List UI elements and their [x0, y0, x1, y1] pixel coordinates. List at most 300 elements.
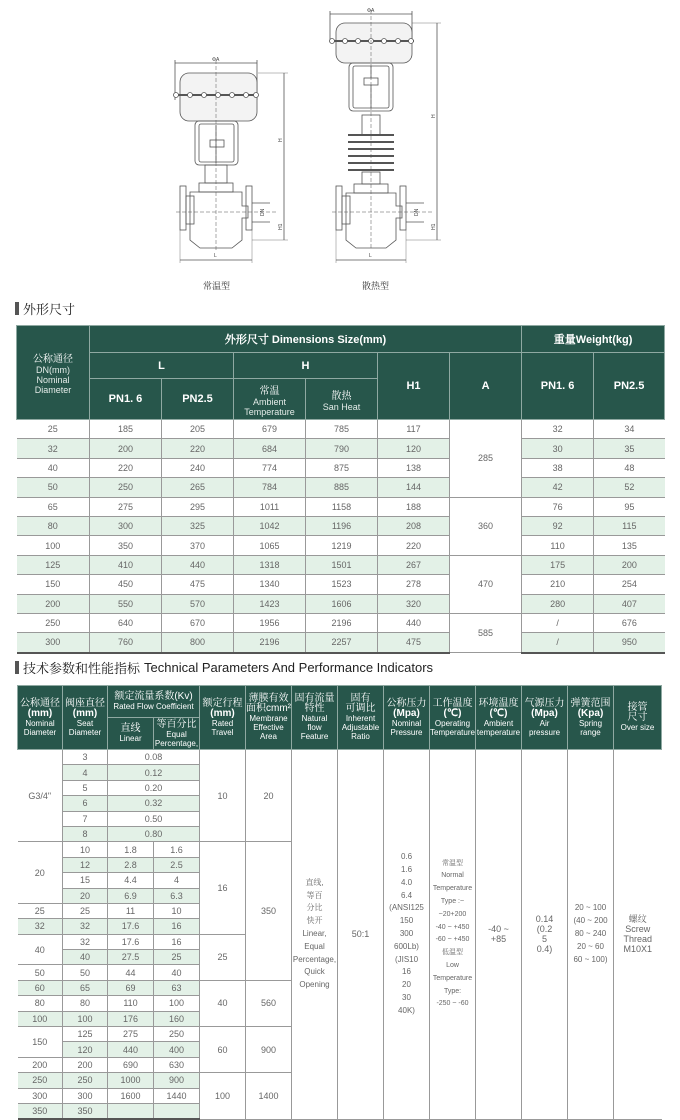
text-line: 30 — [402, 993, 411, 1003]
header-nominal-pressure: 公称压力 (Mpa) Nominal Pressure — [384, 686, 430, 750]
cell-h1: 278 — [378, 575, 450, 594]
cell-operating-temperature — [430, 750, 476, 1120]
cell-w25: 48 — [594, 458, 665, 477]
table-row — [17, 420, 665, 439]
text-line: 4.0 — [400, 877, 413, 887]
dn-label: DN — [414, 208, 420, 216]
cell-w25: 35 — [594, 439, 665, 458]
cell-h-heat: 1158 — [306, 497, 378, 516]
cell-kv-linear: 69 — [108, 980, 154, 995]
cell-l16: 640 — [90, 613, 162, 632]
header-linear: 直线 Linear — [108, 718, 154, 750]
cell-kv-linear: 176 — [108, 1011, 154, 1026]
cell-w25: 52 — [594, 478, 665, 497]
text-line: -40 ~ — [488, 924, 509, 935]
cell-w25: 254 — [594, 575, 665, 594]
cell-rated-travel: 16 — [200, 842, 246, 934]
cell-rated-travel: 40 — [200, 980, 246, 1026]
cell-seat-diameter: 300 — [63, 1088, 108, 1103]
cell-h1: 267 — [378, 555, 450, 574]
table-row — [17, 594, 665, 613]
cell-rated-travel: 100 — [200, 1073, 246, 1120]
cell-kv-linear: 110 — [108, 996, 154, 1011]
cell-h-heat: 1606 — [306, 594, 378, 613]
table-row — [17, 478, 665, 497]
phi-a-label: ΦA — [212, 57, 220, 63]
cell-h-heat: 1523 — [306, 575, 378, 594]
cell-w25: 200 — [594, 555, 665, 574]
dimensions-table — [16, 325, 665, 654]
cell-kv-linear: 275 — [108, 1027, 154, 1042]
header-h-san-heat: 散热 San Heat — [306, 379, 378, 420]
cell-h-amb: 1011 — [234, 497, 306, 516]
cell-dn: 40 — [17, 458, 90, 477]
section-title-zh: 技术参数和性能指标 — [23, 662, 141, 677]
cell-seat-diameter: 120 — [63, 1042, 108, 1057]
cell-kv-equal: 900 — [154, 1073, 200, 1088]
text-line: Type: — [443, 987, 462, 995]
table-row — [17, 575, 665, 594]
text-line: Type :~ — [440, 898, 465, 906]
cell-kv-equal: 25 — [154, 950, 200, 965]
section-title-en: Technical Parameters And Performance Indicators — [144, 660, 434, 675]
cell-h-amb: 784 — [234, 478, 306, 497]
cell-seat-diameter: 100 — [63, 1011, 108, 1026]
cell-dn: 100 — [17, 536, 90, 555]
dn-label: DN — [260, 208, 266, 216]
cell-dn: 250 — [17, 613, 90, 632]
header-l-pn16: PN1. 6 — [90, 379, 162, 420]
cell-l25: 670 — [162, 613, 234, 632]
text-line: Percentage, — [292, 954, 337, 964]
text-line: 0.4) — [536, 944, 553, 955]
cell-w16: / — [522, 613, 594, 632]
text-line: 0.6 — [400, 852, 413, 862]
text-line: 快开 — [306, 916, 323, 926]
cell-kv-equal: 6.3 — [154, 888, 200, 903]
text-line: 20 ~ 60 — [577, 941, 604, 951]
cell-w25: 407 — [594, 594, 665, 613]
cell-rated-travel: 60 — [200, 1027, 246, 1073]
cell-seat-diameter: 7 — [63, 811, 108, 826]
cell-seat-diameter: 32 — [63, 919, 108, 934]
cell-a: 585 — [450, 613, 522, 652]
cell-nominal-diameter: 40 — [18, 934, 63, 965]
ambient-type-caption: 常温型 — [203, 282, 231, 292]
cell-w16: 280 — [522, 594, 594, 613]
cell-seat-diameter: 8 — [63, 826, 108, 841]
text-line: 分比 — [306, 903, 323, 913]
cell-w16: 110 — [522, 536, 594, 555]
header-equal-percentage: 等百分比 Equal Percentage, — [154, 718, 199, 748]
cell-h-amb: 1423 — [234, 594, 306, 613]
cell-w16: 210 — [522, 575, 594, 594]
cell-w16: 175 — [522, 555, 594, 574]
cell-kv-equal: 400 — [154, 1042, 200, 1057]
header-l-pn25: PN2.5 — [162, 379, 234, 420]
table-row — [17, 613, 665, 632]
cell-kv-linear: 440 — [108, 1042, 154, 1057]
cell-h1: 138 — [378, 458, 450, 477]
cell-h-heat: 885 — [306, 478, 378, 497]
cell-h-heat: 1196 — [306, 516, 378, 535]
cell-over-size — [614, 750, 662, 1120]
cell-seat-diameter: 200 — [63, 1057, 108, 1072]
text-line: 等百 — [306, 890, 323, 900]
header-seat-diameter: 阀座直径 (mm) Seat Diameter — [63, 686, 108, 750]
cell-dn: 25 — [17, 420, 90, 439]
phi-a-label: ΦA — [367, 8, 375, 14]
cell-w25: 676 — [594, 613, 665, 632]
cell-seat-diameter: 80 — [63, 996, 108, 1011]
cell-kv-equal: 2.5 — [154, 857, 200, 872]
cell-w25: 950 — [594, 633, 665, 653]
cell-kv-equal: 40 — [154, 965, 200, 980]
header-nominal-diameter: 公称通径 DN(mm) Nominal Diameter — [17, 326, 90, 420]
heat-dissipating-valve-drawing — [330, 10, 442, 263]
cell-nominal-diameter: 50 — [18, 965, 63, 980]
text-line: 20 ~ 100 — [574, 903, 607, 913]
cell-l16: 200 — [90, 439, 162, 458]
cell-kv-equal: 16 — [154, 934, 200, 949]
table-row — [18, 750, 662, 765]
cell-h1: 188 — [378, 497, 450, 516]
header-membrane-area: 薄膜有效 面积cmm² Membrane Effective Area — [246, 686, 292, 750]
header-spring-range: 弹簧范围 (Kpa) Spring range — [568, 686, 614, 750]
cell-h-heat: 790 — [306, 439, 378, 458]
cell-membrane-area: 900 — [246, 1027, 292, 1073]
header-weight-pn25: PN2.5 — [594, 353, 665, 420]
table-row — [17, 516, 665, 535]
cell-seat-diameter: 32 — [63, 934, 108, 949]
cell-nominal-pressure — [384, 750, 430, 1120]
cell-kv-linear: 6.9 — [108, 888, 154, 903]
cell-dn: 200 — [17, 594, 90, 613]
cell-l25: 220 — [162, 439, 234, 458]
cell-spring-range — [568, 750, 614, 1120]
cell-h-heat: 1501 — [306, 555, 378, 574]
cell-kv: 0.50 — [108, 811, 200, 826]
section-title-technical — [15, 658, 433, 677]
cell-l25: 440 — [162, 555, 234, 574]
cell-l16: 275 — [90, 497, 162, 516]
cell-kv-linear: 2.8 — [108, 857, 154, 872]
cell-w16: 32 — [522, 420, 594, 439]
header-air-pressure: 气源压力 (Mpa) Air pressure — [522, 686, 568, 750]
technical-parameters-table — [17, 685, 662, 1120]
header-weight: 重量Weight(kg) — [522, 326, 665, 353]
cell-kv-equal: 250 — [154, 1027, 200, 1042]
cell-h1: 144 — [378, 478, 450, 497]
cell-dn: 80 — [17, 516, 90, 535]
cell-l25: 265 — [162, 478, 234, 497]
header-dimensions: 外形尺寸 Dimensions Size(mm) — [90, 326, 522, 353]
cell-kv-equal — [154, 1103, 200, 1119]
text-line: Quick — [304, 967, 325, 977]
cell-w25: 115 — [594, 516, 665, 535]
cell-nominal-diameter: 200 — [18, 1057, 63, 1072]
cell-dn: 125 — [17, 555, 90, 574]
cell-l25: 325 — [162, 516, 234, 535]
cell-dn: 50 — [17, 478, 90, 497]
cell-h-amb: 679 — [234, 420, 306, 439]
cell-rated-travel: 25 — [200, 934, 246, 980]
heat-type-caption: 散热型 — [362, 282, 390, 292]
text-line: (JIS10 — [394, 954, 419, 964]
table-row — [17, 555, 665, 574]
header-h: H — [234, 353, 378, 379]
text-line: Temperature — [432, 885, 473, 893]
cell-seat-diameter: 50 — [63, 965, 108, 980]
valve-drawings — [0, 0, 680, 300]
cell-kv-linear: 4.4 — [108, 873, 154, 888]
cell-h-heat: 2196 — [306, 613, 378, 632]
cell-l16: 220 — [90, 458, 162, 477]
cell-dn: 65 — [17, 497, 90, 516]
cell-l25: 240 — [162, 458, 234, 477]
header-h1: H1 — [378, 353, 450, 420]
cell-kv-equal: 63 — [154, 980, 200, 995]
text-line: 螺纹 — [628, 914, 647, 925]
cell-kv-equal: 4 — [154, 873, 200, 888]
cell-kv-equal: 10 — [154, 903, 200, 918]
section-title-text: 外形尺寸 — [23, 303, 76, 318]
table-row — [17, 536, 665, 555]
cell-h1: 440 — [378, 613, 450, 632]
text-line: 直线, — [305, 877, 324, 887]
cell-h-amb: 774 — [234, 458, 306, 477]
cell-a: 285 — [450, 420, 522, 498]
cell-adjustable-ratio: 50:1 — [338, 750, 384, 1120]
h-label: H — [431, 114, 437, 118]
cell-kv-linear: 17.6 — [108, 934, 154, 949]
cell-nominal-diameter: 80 — [18, 996, 63, 1011]
text-line: +85 — [490, 934, 507, 945]
cell-kv-linear: 1000 — [108, 1073, 154, 1088]
text-line: (40 ~ 200 — [573, 916, 608, 926]
cell-w25: 34 — [594, 420, 665, 439]
cell-kv-equal: 630 — [154, 1057, 200, 1072]
cell-seat-diameter: 250 — [63, 1073, 108, 1088]
cell-l16: 250 — [90, 478, 162, 497]
cell-h-amb: 1042 — [234, 516, 306, 535]
section-title-dimensions — [15, 299, 75, 318]
cell-kv-linear: 27.5 — [108, 950, 154, 965]
section-marker-icon — [15, 302, 19, 315]
cell-l16: 300 — [90, 516, 162, 535]
text-line: -250 ~ -60 — [436, 1000, 469, 1008]
text-line: Linear, — [302, 929, 327, 939]
cell-kv-equal: 1.6 — [154, 842, 200, 857]
cell-l25: 370 — [162, 536, 234, 555]
cell-l25: 570 — [162, 594, 234, 613]
cell-dn: 32 — [17, 439, 90, 458]
header-rated-travel: 额定行程 (mm) Rated Travel — [200, 686, 246, 750]
cell-nominal-diameter: 300 — [18, 1088, 63, 1103]
h1-label: H1 — [278, 223, 284, 230]
cell-h1: 117 — [378, 420, 450, 439]
text-line: Normal — [441, 872, 464, 880]
cell-seat-diameter: 350 — [63, 1103, 108, 1119]
text-line: 5 — [541, 934, 547, 945]
text-line: (ANSI125 — [389, 903, 424, 913]
cell-seat-diameter: 20 — [63, 888, 108, 903]
text-line: 16 — [402, 967, 411, 977]
cell-seat-diameter: 4 — [63, 765, 108, 780]
header-rated-flow-coefficient: 额定流量系数(Kv) Rated Flow Coefficient — [108, 686, 200, 718]
text-line: M10X1 — [623, 944, 653, 955]
cell-w16: 42 — [522, 478, 594, 497]
cell-kv-equal: 160 — [154, 1011, 200, 1026]
text-line: (0.2 — [536, 924, 553, 935]
header-nominal-diameter: 公称通径 (mm) Nominal Diameter — [18, 686, 63, 750]
cell-nominal-diameter: 60 — [18, 980, 63, 995]
cell-w16: / — [522, 633, 594, 653]
table-row — [17, 439, 665, 458]
cell-a: 470 — [450, 555, 522, 613]
cell-nominal-diameter: 150 — [18, 1027, 63, 1058]
text-line: Thread — [623, 934, 653, 945]
text-line: 40K) — [398, 1005, 415, 1015]
cell-seat-diameter: 6 — [63, 796, 108, 811]
cell-dn: 300 — [17, 633, 90, 653]
cell-seat-diameter: 5 — [63, 780, 108, 795]
cell-h-amb: 2196 — [234, 633, 306, 653]
header-over-size: 接管 尺寸 Over size — [614, 686, 662, 750]
text-line: -60 ~ +450 — [435, 936, 470, 944]
cell-seat-diameter: 125 — [63, 1027, 108, 1042]
text-line: Equal — [304, 941, 325, 951]
cell-dn: 150 — [17, 575, 90, 594]
text-line: Opening — [299, 980, 330, 990]
text-line: 20 — [402, 980, 411, 990]
cell-l25: 800 — [162, 633, 234, 653]
text-line: Low — [446, 962, 459, 970]
cell-w25: 95 — [594, 497, 665, 516]
cell-nominal-diameter: 250 — [18, 1073, 63, 1088]
cell-membrane-area: 20 — [246, 750, 292, 842]
cell-kv-equal: 1440 — [154, 1088, 200, 1103]
cell-l16: 760 — [90, 633, 162, 653]
cell-seat-diameter: 10 — [63, 842, 108, 857]
cell-h-amb: 1340 — [234, 575, 306, 594]
text-line: 6.4 — [400, 890, 413, 900]
cell-l16: 185 — [90, 420, 162, 439]
text-line: 80 ~ 240 — [574, 929, 607, 939]
cell-membrane-area: 560 — [246, 980, 292, 1026]
cell-kv: 0.20 — [108, 780, 200, 795]
text-line: ~20+200 — [438, 910, 467, 918]
cell-kv-linear — [108, 1103, 154, 1119]
cell-kv-linear: 690 — [108, 1057, 154, 1072]
cell-kv: 0.80 — [108, 826, 200, 841]
h1-label: H1 — [431, 223, 437, 230]
text-line: 常温型 — [442, 859, 463, 867]
cell-w16: 76 — [522, 497, 594, 516]
cell-kv-equal: 100 — [154, 996, 200, 1011]
cell-h1: 220 — [378, 536, 450, 555]
cell-w16: 38 — [522, 458, 594, 477]
cell-w16: 30 — [522, 439, 594, 458]
cell-h-amb: 684 — [234, 439, 306, 458]
l-label: L — [214, 253, 217, 259]
table-row — [17, 458, 665, 477]
cell-l25: 295 — [162, 497, 234, 516]
cell-membrane-area: 1400 — [246, 1073, 292, 1120]
cell-h-heat: 1219 — [306, 536, 378, 555]
cell-h-amb: 1065 — [234, 536, 306, 555]
cell-nominal-diameter: G3/4" — [18, 750, 63, 842]
cell-h-amb: 1318 — [234, 555, 306, 574]
cell-air-pressure — [522, 750, 568, 1120]
cell-l16: 410 — [90, 555, 162, 574]
text-line: 300 — [399, 929, 414, 939]
cell-h1: 475 — [378, 633, 450, 653]
cell-seat-diameter: 40 — [63, 950, 108, 965]
cell-nominal-diameter: 350 — [18, 1103, 63, 1119]
cell-kv-linear: 1600 — [108, 1088, 154, 1103]
cell-nominal-diameter: 20 — [18, 842, 63, 904]
header-h-ambient: 常温 Ambient Temperature — [234, 379, 306, 420]
cell-l16: 450 — [90, 575, 162, 594]
cell-l25: 475 — [162, 575, 234, 594]
cell-seat-diameter: 15 — [63, 873, 108, 888]
cell-kv-linear: 1.8 — [108, 842, 154, 857]
cell-h-heat: 2257 — [306, 633, 378, 653]
cell-seat-diameter: 65 — [63, 980, 108, 995]
text-line: 60 ~ 100) — [573, 954, 608, 964]
header-operating-temperature: 工作温度 (℃) Operating Temperature — [430, 686, 476, 750]
cell-h-heat: 875 — [306, 458, 378, 477]
text-line: 600Lb) — [394, 941, 419, 951]
cell-kv: 0.32 — [108, 796, 200, 811]
l-label: L — [369, 253, 372, 259]
section-marker-icon — [15, 661, 19, 674]
cell-flow-feature — [292, 750, 338, 1120]
header-flow-feature: 固有流量 特性 Natural flow Feature — [292, 686, 338, 750]
cell-l16: 550 — [90, 594, 162, 613]
cell-a: 360 — [450, 497, 522, 555]
cell-h1: 208 — [378, 516, 450, 535]
cell-kv: 0.08 — [108, 750, 200, 765]
cell-seat-diameter: 25 — [63, 903, 108, 918]
cell-seat-diameter: 12 — [63, 857, 108, 872]
cell-rated-travel: 10 — [200, 750, 246, 842]
cell-nominal-diameter: 32 — [18, 919, 63, 934]
header-a: A — [450, 353, 522, 420]
cell-kv-linear: 17.6 — [108, 919, 154, 934]
cell-nominal-diameter: 25 — [18, 903, 63, 918]
table-row — [17, 633, 665, 653]
cell-seat-diameter: 3 — [63, 750, 108, 765]
text-line: Screw — [625, 924, 651, 935]
cell-kv-linear: 44 — [108, 965, 154, 980]
cell-w25: 135 — [594, 536, 665, 555]
table-row — [17, 497, 665, 516]
h-label: H — [278, 138, 284, 142]
cell-l16: 350 — [90, 536, 162, 555]
cell-ambient-temperature — [476, 750, 522, 1120]
cell-nominal-diameter: 100 — [18, 1011, 63, 1026]
cell-kv: 0.12 — [108, 765, 200, 780]
cell-h1: 120 — [378, 439, 450, 458]
cell-kv-linear: 11 — [108, 903, 154, 918]
cell-w16: 92 — [522, 516, 594, 535]
text-line: 150 — [399, 916, 414, 926]
text-line: -40 ~ +450 — [435, 923, 470, 931]
text-line: 低温型 — [442, 949, 463, 957]
cell-h-amb: 1956 — [234, 613, 306, 632]
